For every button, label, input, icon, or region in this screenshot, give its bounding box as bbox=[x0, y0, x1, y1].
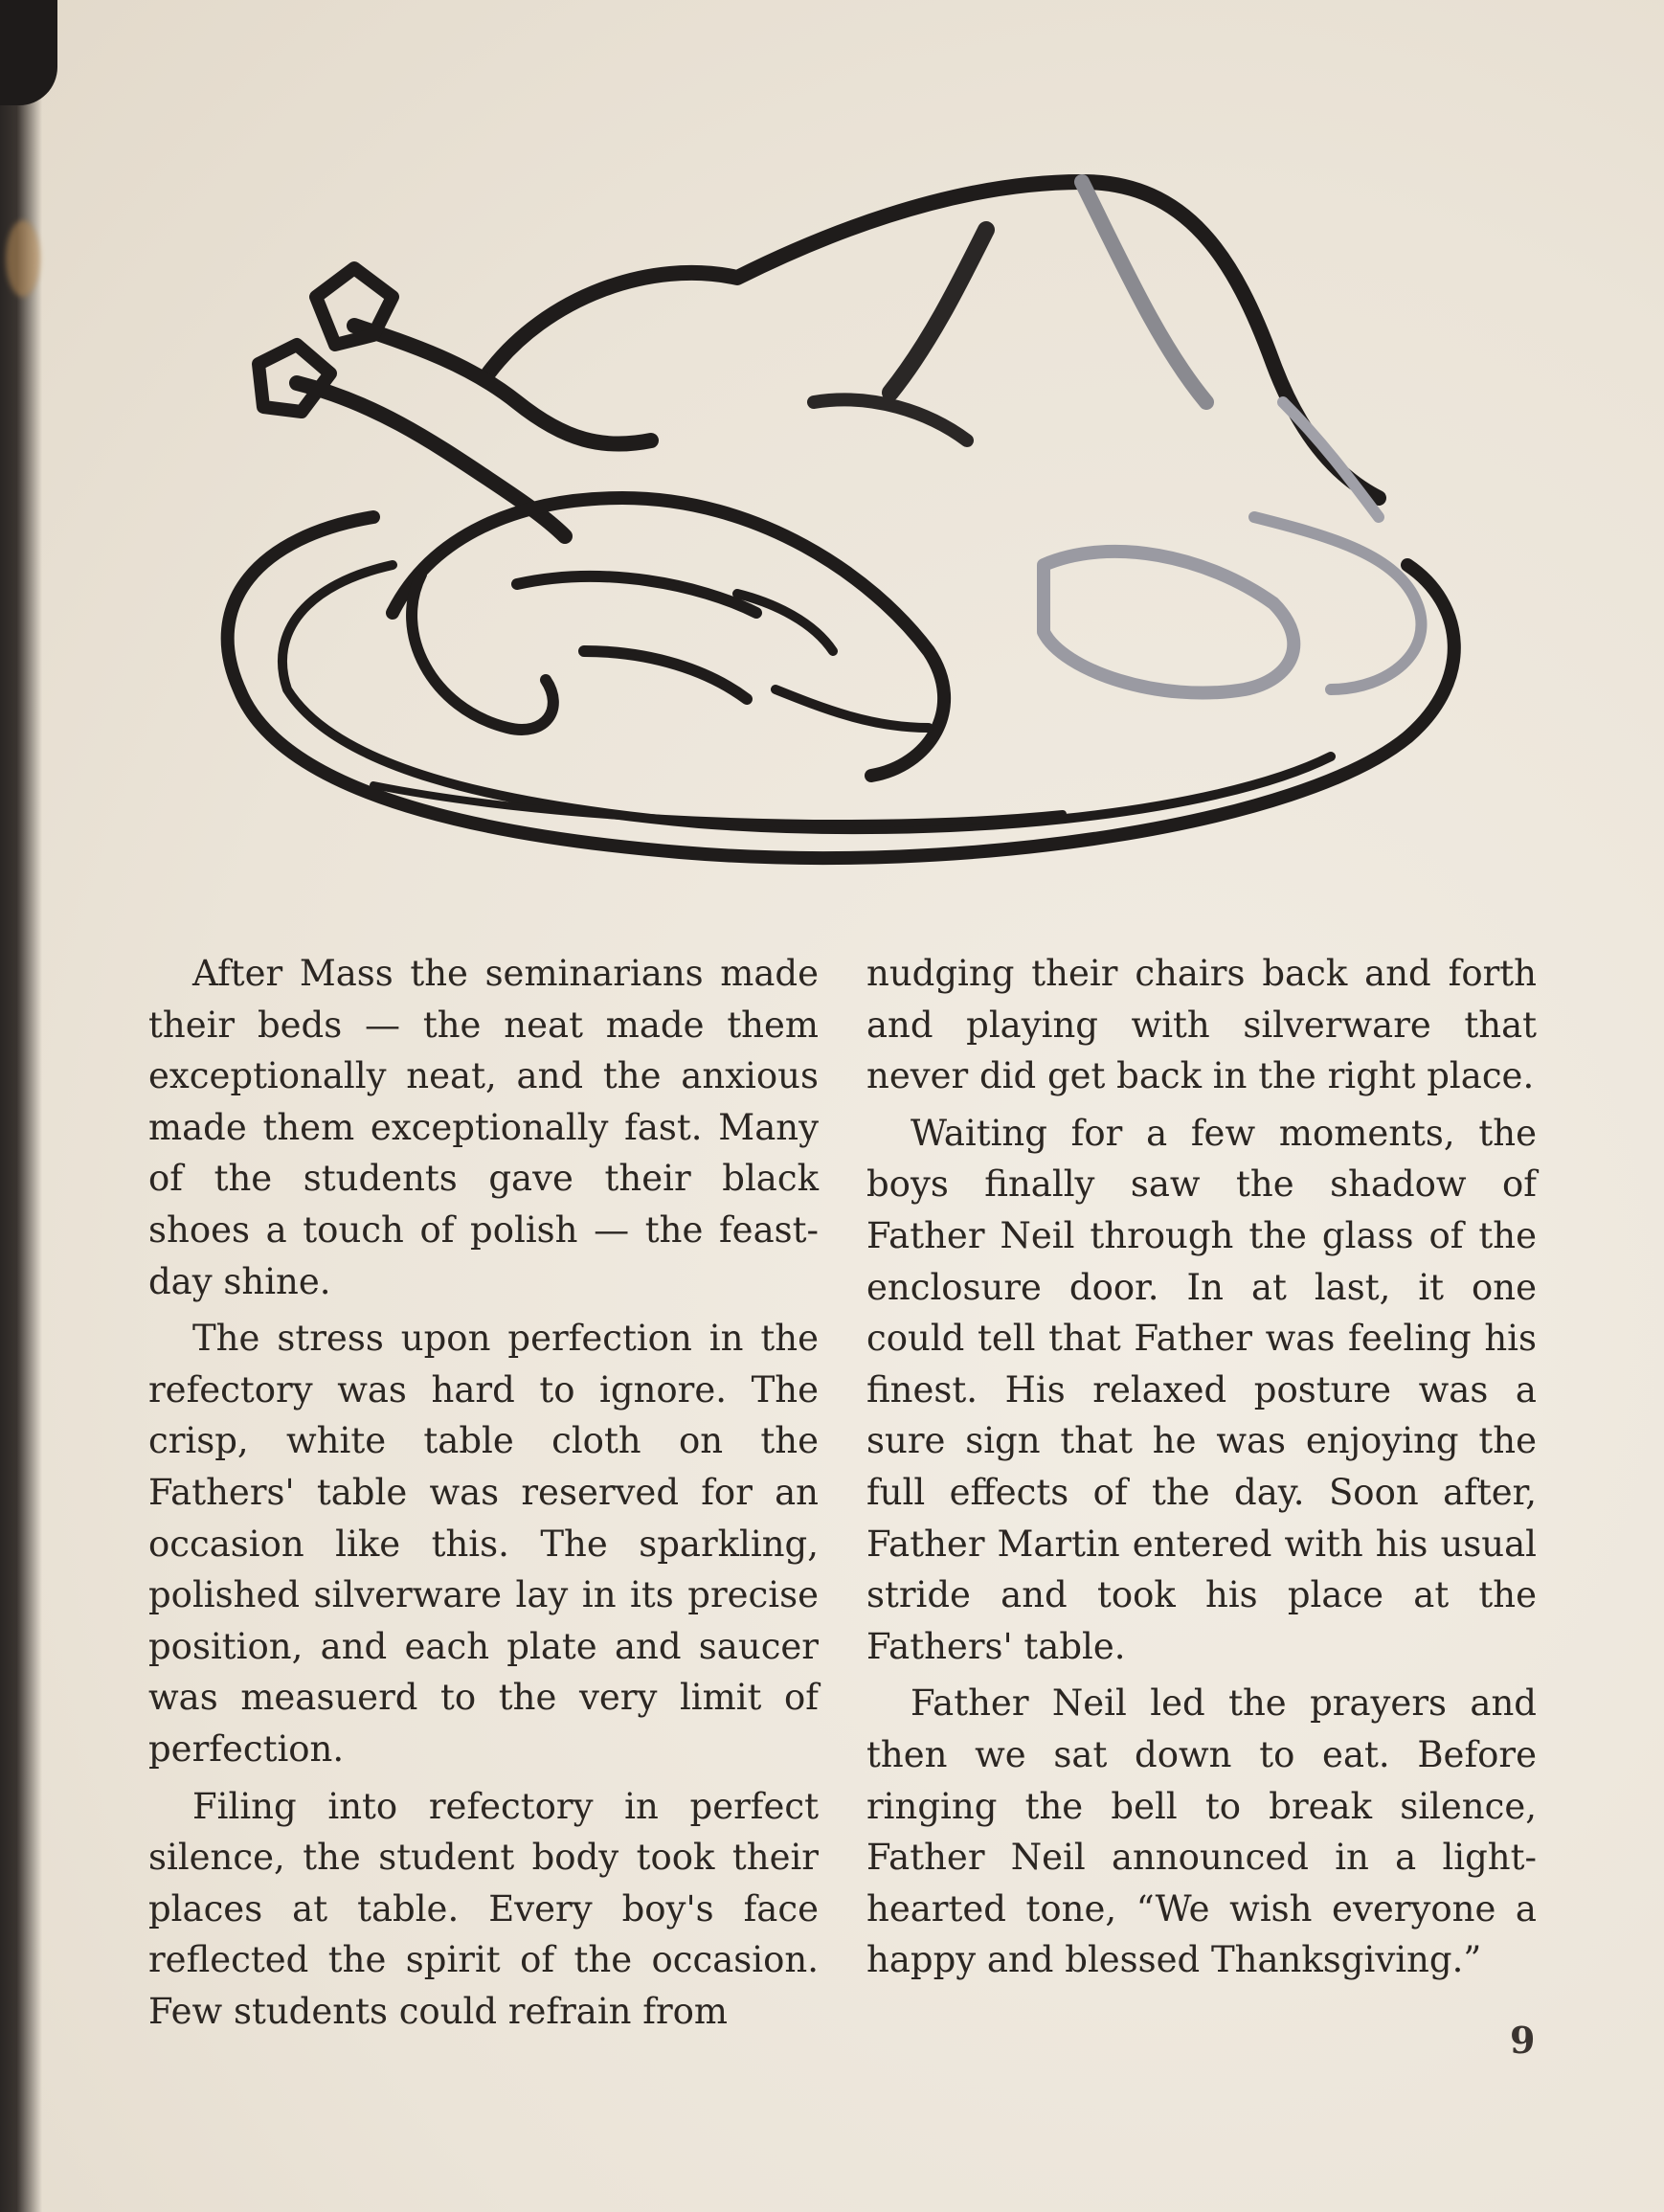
paragraph: Filing into refectory in perfect silence, the student body took their places at table. Every boy's face reflected the spirit of the occasion. Few students could refrain from bbox=[148, 1785, 819, 2032]
paper-stain bbox=[6, 220, 40, 297]
paragraph: After Mass the seminarians made their beds — the neat made them exceptionally neat, and the anxious made them exceptionally fast. Many of the students gave their black shoes a touch of polish — the feast-day shine. bbox=[148, 953, 819, 1302]
paragraph: The stress upon perfection in the refectory was hard to ignore. The crisp, white table cloth on the Fathers' table was reserved for an occasion like this. The sparkling, polished silverware lay in its precise position, and each plate and saucer was measuerd to the very limit of perfection. bbox=[148, 1318, 819, 1770]
article-column-left bbox=[148, 948, 819, 2037]
roast-turkey-icon bbox=[201, 153, 1541, 881]
paragraph: Father Neil led the prayers and then we sat down to eat. Before ringing the bell to break silence, Father Neil announced in a light-hearted tone, “We wish everyone a happy and blessed Thanksgiving.” bbox=[866, 1682, 1537, 1981]
page-corner-damage bbox=[0, 0, 57, 105]
paragraph: nudging their chairs back and forth and playing with silverware that never did get back in the right place. bbox=[866, 953, 1537, 1097]
page-number: 9 bbox=[1510, 2019, 1536, 2062]
paragraph: Waiting for a few moments, the boys finally saw the shadow of Father Neil through the glass of the enclosure door. In at last, it one could tell that Father was feeling his finest. His relaxed posture was a sure sign that he was enjoying the full effects of the day. Soon after, Father Martin entered with his usual stride and took his place at the Fathers' table. bbox=[866, 1112, 1537, 1667]
page-torn-edge bbox=[0, 0, 42, 2212]
article-column-right bbox=[866, 948, 1537, 1986]
